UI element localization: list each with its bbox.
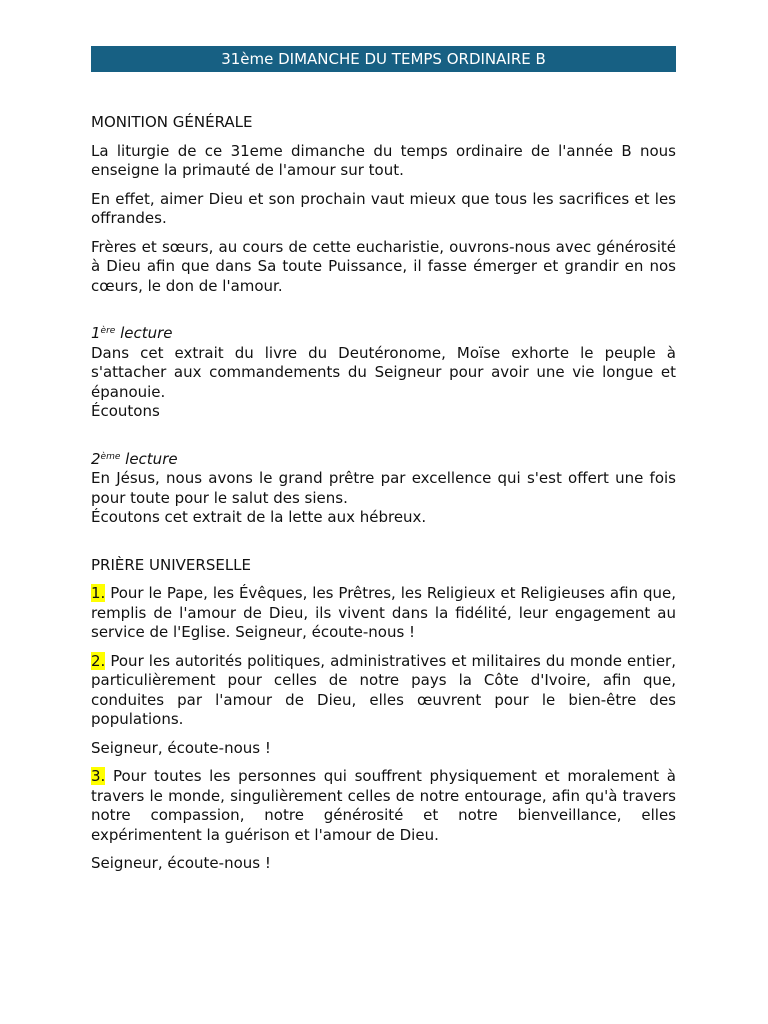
lecture-1-label: lecture [115,324,173,342]
priere-item-3-number: 3. [91,767,106,785]
priere-item-1 [91,584,676,643]
lecture-2-text: En Jésus, nous avons le grand prêtre par excellence qui s'est offert une fois pour toute pour le salut des siens. [91,469,676,507]
lecture-1-number: 1 [91,324,101,342]
document-body [91,113,676,874]
lecture-2-title [91,450,676,470]
priere-item-1-number: 1. [91,584,106,602]
lecture-1-text: Dans cet extrait du livre du Deutéronome, Moïse exhorte le peuple à s'attacher aux commandements du Seigneur pour avoir une vie longue et épanouie. [91,343,676,401]
priere-item-3-text: Pour toutes les personnes qui souffrent physiquement et moralement à travers le monde, singulièrement celles de notre entourage, afin qu'à travers notre compassion, notre générosité et notre bienveillance, elles expérimentent la guérison et l'amour de Dieu. [91,767,676,844]
page-title-banner: 31ème DIMANCHE DU TEMPS ORDINAIRE B [91,46,676,72]
lecture-2-superscript: ème [100,451,121,462]
monition-paragraph-3: Frères et sœurs, au cours de cette eucharistie, ouvrons-nous avec générosité à Dieu afin que dans Sa toute Puissance, il fasse émerger et grandir en nos cœurs, le don de l'amour. [91,237,676,295]
monition-title: MONITION GÉNÉRALE [91,113,253,131]
priere-item-3-response: Seigneur, écoute-nous ! [91,854,271,872]
monition-paragraph-1: La liturgie de ce 31eme dimanche du temps ordinaire de l'année B nous enseigne la primauté de l'amour sur tout. [91,141,676,179]
priere-item-3 [91,767,676,845]
monition-paragraph-2: En effet, aimer Dieu et son prochain vaut mieux que tous les sacrifices et les offrandes. [91,189,676,227]
lecture-2-label: lecture [120,449,178,468]
priere-item-1-text: Pour le Pape, les Évêques, les Prêtres, les Religieux et Religieuses afin que, remplis de l'amour de Dieu, ils vivent dans la fidélité, leur engagement au service de l'Eglise. Seigneur, écoute-nous ! [91,584,676,641]
lecture-2-number: 2 [91,449,101,468]
lecture-1-closing: Écoutons [91,402,160,420]
priere-item-2-number: 2. [91,651,106,670]
lecture-1-title [91,324,676,344]
lecture-2-closing: Écoutons cet extrait de la lette aux hébreux. [91,508,427,526]
priere-item-2-text: Pour les autorités politiques, administratives et militaires du monde entier, particulièrement pour celles de notre pays la Côte d'Ivoire, afin que, conduites par l'amour de Dieu, elles œuvrent pour le bien-être des populations. [91,651,676,728]
priere-item-2 [91,652,676,730]
priere-title: PRIÈRE UNIVERSELLE [91,555,252,574]
priere-item-2-response: Seigneur, écoute-nous ! [91,738,271,757]
lecture-1-superscript: ère [100,326,116,336]
